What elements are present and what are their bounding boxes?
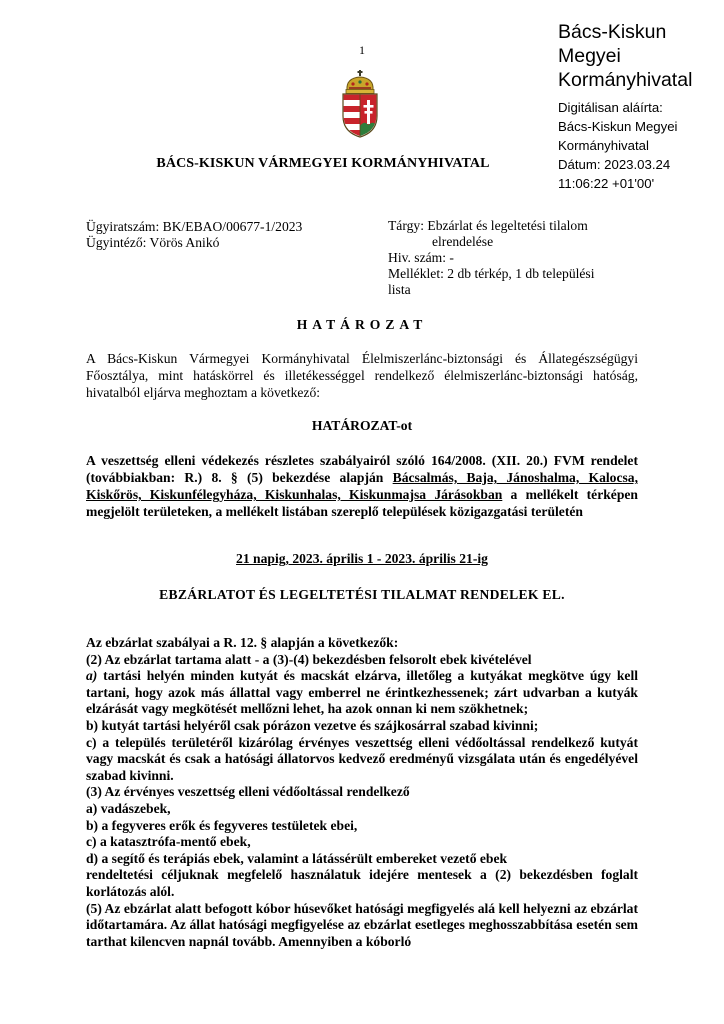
case-meta-left bbox=[86, 219, 376, 251]
rule-3a: a) vadászebek, bbox=[86, 800, 171, 816]
rule-2a-text: tartási helyén minden kutyát és macskát elzárva, illetőleg a kutyákat megkötve úgy kell tartani, hogy azok más állattal vagy emberrel ne érintkezhessenek; zárt udvarban a kutyák elzárását vagy megkötését mellőzni lehet, ha azok onnan ki nem szökhetnek; bbox=[86, 668, 638, 717]
rule-paragraph-2: (2) Az ebzárlat tartama alatt - a (3)-(4) bekezdésben felsorolt ebek kivételével bbox=[86, 651, 532, 667]
issuing-office-name: BÁCS-KISKUN VÁRMEGYEI KORMÁNYHIVATAL bbox=[156, 156, 490, 171]
signature-signer: Kormányhivatal bbox=[558, 138, 649, 153]
coat-of-arms-icon bbox=[336, 70, 384, 138]
restriction-period-text: 21 napig, 2023. április 1 - 2023. április 21-ig bbox=[236, 551, 488, 566]
rule-2a bbox=[86, 668, 638, 718]
rule-paragraph-3: (3) Az érvényes veszettség elleni védőoltással rendelkező bbox=[86, 784, 410, 800]
document-heading: HATÁROZAT bbox=[296, 317, 428, 332]
rule-3c: c) a katasztrófa-mentő ebek, bbox=[86, 834, 251, 850]
signature-org-line: Bács-Kiskun bbox=[558, 21, 667, 43]
restriction-period bbox=[86, 551, 638, 567]
signature-signer: Bács-Kiskun Megyei bbox=[558, 119, 678, 134]
case-administrator: Ügyintéző: Vörös Anikó bbox=[86, 235, 220, 250]
legal-basis-text: A veszettség elleni védekezés részletes szabályairól szóló 164/2008. (XII. 20.) FVM rendelet (továbbiakban: R.) 8. § (5) bekezdése alapján bbox=[86, 453, 638, 485]
reference-number: Hiv. szám: - bbox=[388, 250, 454, 265]
digital-signature-block bbox=[558, 20, 724, 193]
rule-paragraph-5: (5) Az ebzárlat alatt befogott kóbor húsevőket hatósági megfigyelés alá kell helyezni az ebzárlat időtartamára. Az állat hatósági megfigyelése az ebzárlat esetleges meghosszabbítása esetén sem tarthat kilencven napnál tovább. Amennyiben a kóborló bbox=[86, 900, 638, 949]
page-number: 1 bbox=[359, 43, 365, 57]
order-statement: EBZÁRLATOT ÉS LEGELTETÉSI TILALMAT RENDELEK EL. bbox=[159, 587, 565, 602]
rule-3b: b) a fegyveres erők és fegyveres testületek ebei, bbox=[86, 817, 358, 833]
attachment-line: Melléklet: 2 db térkép, 1 db települési bbox=[388, 266, 595, 281]
subject-line-continued: elrendelése bbox=[432, 234, 494, 249]
signature-time: 11:06:22 +01'00' bbox=[558, 176, 655, 191]
rule-3d: d) a segítő és terápiás ebek, valamint a látássérült embereket vezető ebek bbox=[86, 850, 508, 866]
rules-intro: Az ebzárlat szabályai a R. 12. § alapján a következők: bbox=[86, 635, 399, 650]
case-meta-right bbox=[388, 218, 638, 298]
decision-subheading: HATÁROZAT-ot bbox=[311, 418, 413, 433]
subject-line: Tárgy: Ebzárlat és legeltetési tilalom bbox=[388, 218, 588, 233]
rule-2c: c) a település területéről kizárólag érvényes veszettség elleni védőoltással rendelkező kutyát vagy macskát és csak a hatósági állatorvos kedvező eredményű vizsgálata után és engedélyével szabad kivinni. bbox=[86, 734, 638, 783]
rule-2a-label: a) bbox=[86, 668, 98, 684]
legal-basis-area: a mellékelt térképen megjelölt területeken, a mellékelt listában szereplő települések közigazgatási területén bbox=[86, 487, 638, 519]
rule-3-tail: rendeltetési céljuknak megfelelő használatuk idejére mentesek a (2) bekezdésben foglalt korlátozás alól. bbox=[86, 867, 638, 899]
legal-basis-paragraph bbox=[86, 452, 638, 520]
attachment-line-continued: lista bbox=[388, 282, 411, 297]
intro-paragraph: A Bács-Kiskun Vármegyei Kormányhivatal Élelmiszerlánc-biztonsági és Állategészségügyi Főosztálya, mint hatáskörrel és illetékességgel rendelkező élelmiszerlánc-biztonsági hatóság, hivatalból eljárva meghoztam a következő: bbox=[86, 351, 638, 400]
case-number: Ügyiratszám: BK/EBAO/00677-1/2023 bbox=[86, 219, 303, 234]
signature-org-line: Megyei bbox=[558, 45, 621, 67]
signature-signed-label: Digitálisan aláírta: bbox=[558, 100, 663, 115]
quarantine-rules bbox=[86, 635, 638, 950]
rule-2b: b) kutyát tartási helyéről csak pórázon vezetve és szájkosárral szabad kivinni; bbox=[86, 717, 539, 733]
signature-date: Dátum: 2023.03.24 bbox=[558, 157, 671, 172]
signature-org-line: Kormányhivatal bbox=[558, 69, 693, 91]
affected-districts: Bácsalmás, Baja, Jánoshalma, Kalocsa, Kiskőrös, Kiskunfélegyháza, Kiskunhalas, Kiskunmajsa Járásokban bbox=[86, 470, 638, 502]
